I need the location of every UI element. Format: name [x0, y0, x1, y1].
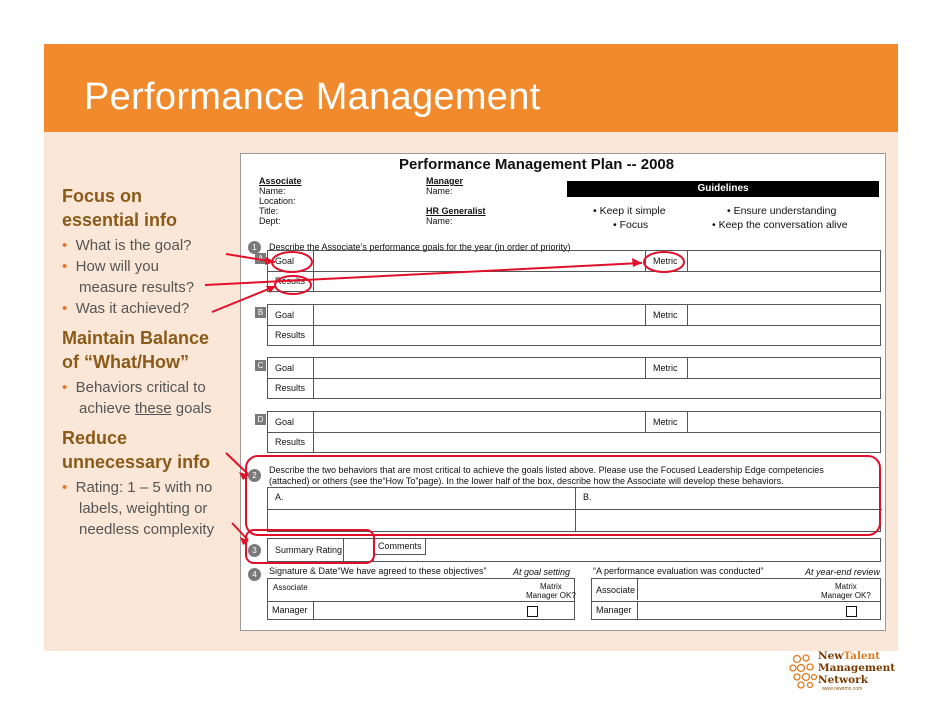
guideline-understanding: • Ensure understanding [727, 205, 837, 217]
signature-review-box [591, 578, 881, 620]
metric-field[interactable] [688, 412, 880, 433]
sig-associate-label-1: Associate [273, 583, 308, 592]
slide-title: Performance Management [84, 76, 541, 118]
behaviors-box [267, 487, 881, 532]
goal-block-b [267, 304, 881, 346]
matrix-ok-checkbox-1[interactable] [527, 606, 538, 617]
guideline-simple: • Keep it simple [593, 205, 666, 217]
metric-label: Metric [646, 305, 688, 326]
comments-label: Comments [374, 539, 426, 555]
metric-field[interactable] [688, 251, 880, 272]
sig-manager-label-2: Manager [596, 605, 632, 615]
results-field[interactable] [314, 379, 880, 398]
associate-info: Associate Name: Location: Title: Dept: [259, 176, 302, 226]
results-field[interactable] [314, 433, 880, 452]
sig-manager-divider-1 [313, 601, 314, 620]
bullet-measure: • How will you measure results? [62, 258, 195, 296]
guidelines-header: Guidelines [567, 181, 879, 197]
logo-url: www.newtmn.com [822, 686, 863, 692]
manager-info: Manager Name: HR Generalist Name: [426, 176, 486, 226]
goal-label: Goal [268, 412, 314, 433]
summary-rating-label: Summary Rating [268, 539, 344, 561]
sig-divider-2 [592, 601, 880, 602]
step-1-instructions: Describe the Associate’s performance goals for the year (in order of priority) [269, 242, 571, 252]
goal-letter-d: D [255, 414, 266, 425]
at-year-end: At year-end review [805, 567, 880, 577]
form-title: Performance Management Plan -- 2008 [399, 156, 675, 173]
reduce-heading: Reduce unnecessary info [62, 428, 211, 472]
matrix-ok-label-2: Matrix Manager OK? [821, 582, 871, 600]
results-label: Results [268, 433, 314, 452]
goal-label: Goal [268, 358, 314, 379]
goal-letter-c: C [255, 360, 266, 371]
signature-text: Signature & Date“We have agreed to these objectives” [269, 566, 487, 576]
focus-heading: Focus on essential info [62, 186, 178, 230]
sig-manager-label-1: Manager [272, 605, 308, 615]
sig-associate-divider-2 [637, 579, 638, 600]
behavior-b-field[interactable]: B. [576, 488, 882, 510]
step-4-badge: 4 [248, 568, 261, 581]
signature-goal-box [267, 578, 575, 620]
step-1-badge: 1 [248, 241, 261, 254]
goal-field[interactable] [314, 305, 646, 326]
results-field[interactable] [314, 272, 880, 291]
bullet-behaviors: • Behaviors critical to achieve these goals [62, 379, 212, 417]
sig-manager-divider-2 [637, 601, 638, 620]
sig-associate-label-2: Associate [596, 585, 636, 595]
bullet-rating: • Rating: 1 – 5 with no labels, weighting or needless complexity [62, 479, 215, 538]
results-label: Results [268, 272, 314, 291]
guideline-focus: • Focus [613, 219, 649, 231]
results-label: Results [268, 326, 314, 345]
guideline-conversation: • Keep the conversation alive [712, 219, 848, 231]
goal-letter-a: A [255, 253, 266, 264]
metric-field[interactable] [688, 305, 880, 326]
results-field[interactable] [314, 326, 880, 345]
goal-block-c [267, 357, 881, 399]
goal-field[interactable] [314, 251, 646, 272]
step-3-badge: 3 [248, 544, 261, 557]
balance-heading: Maintain Balance of “What/How” [62, 328, 210, 372]
metric-label: Metric [646, 251, 688, 272]
metric-field[interactable] [688, 358, 880, 379]
step-2-badge: 2 [248, 469, 261, 482]
results-label: Results [268, 379, 314, 398]
summary-rating-field[interactable] [344, 539, 374, 561]
sidebar-notes [62, 184, 252, 540]
goal-letter-b: B [255, 307, 266, 318]
goal-field[interactable] [314, 412, 646, 433]
summary-rating-row [267, 538, 881, 562]
bullet-goal: • What is the goal? [62, 237, 192, 254]
new-talent-logo-text: NewTalent Management Network [818, 650, 896, 686]
evaluation-text: “A performance evaluation was conducted” [593, 566, 764, 576]
step-2-instructions: Describe the two behaviors that are most critical to achieve the goals listed above. Please use the Focused Leadership Edge competencies (attached) or others (see the“How To”page). In the lower half of the box, describe how the Associate will develop these behaviors. [269, 465, 824, 486]
goal-label: Goal [268, 305, 314, 326]
at-goal-setting: At goal setting [513, 567, 571, 577]
matrix-ok-checkbox-2[interactable] [846, 606, 857, 617]
behavior-a-development[interactable] [268, 510, 576, 532]
goal-block-a [267, 250, 881, 292]
behavior-a-field[interactable]: A. [268, 488, 576, 510]
goal-field[interactable] [314, 358, 646, 379]
performance-plan-form [240, 153, 886, 631]
metric-label: Metric [646, 358, 688, 379]
goal-label: Goal [268, 251, 314, 272]
bullet-achieved: • Was it achieved? [62, 300, 190, 317]
matrix-ok-label-1: Matrix Manager OK? [526, 582, 576, 600]
behavior-b-development[interactable] [576, 510, 882, 532]
goal-block-d [267, 411, 881, 453]
metric-label: Metric [646, 412, 688, 433]
